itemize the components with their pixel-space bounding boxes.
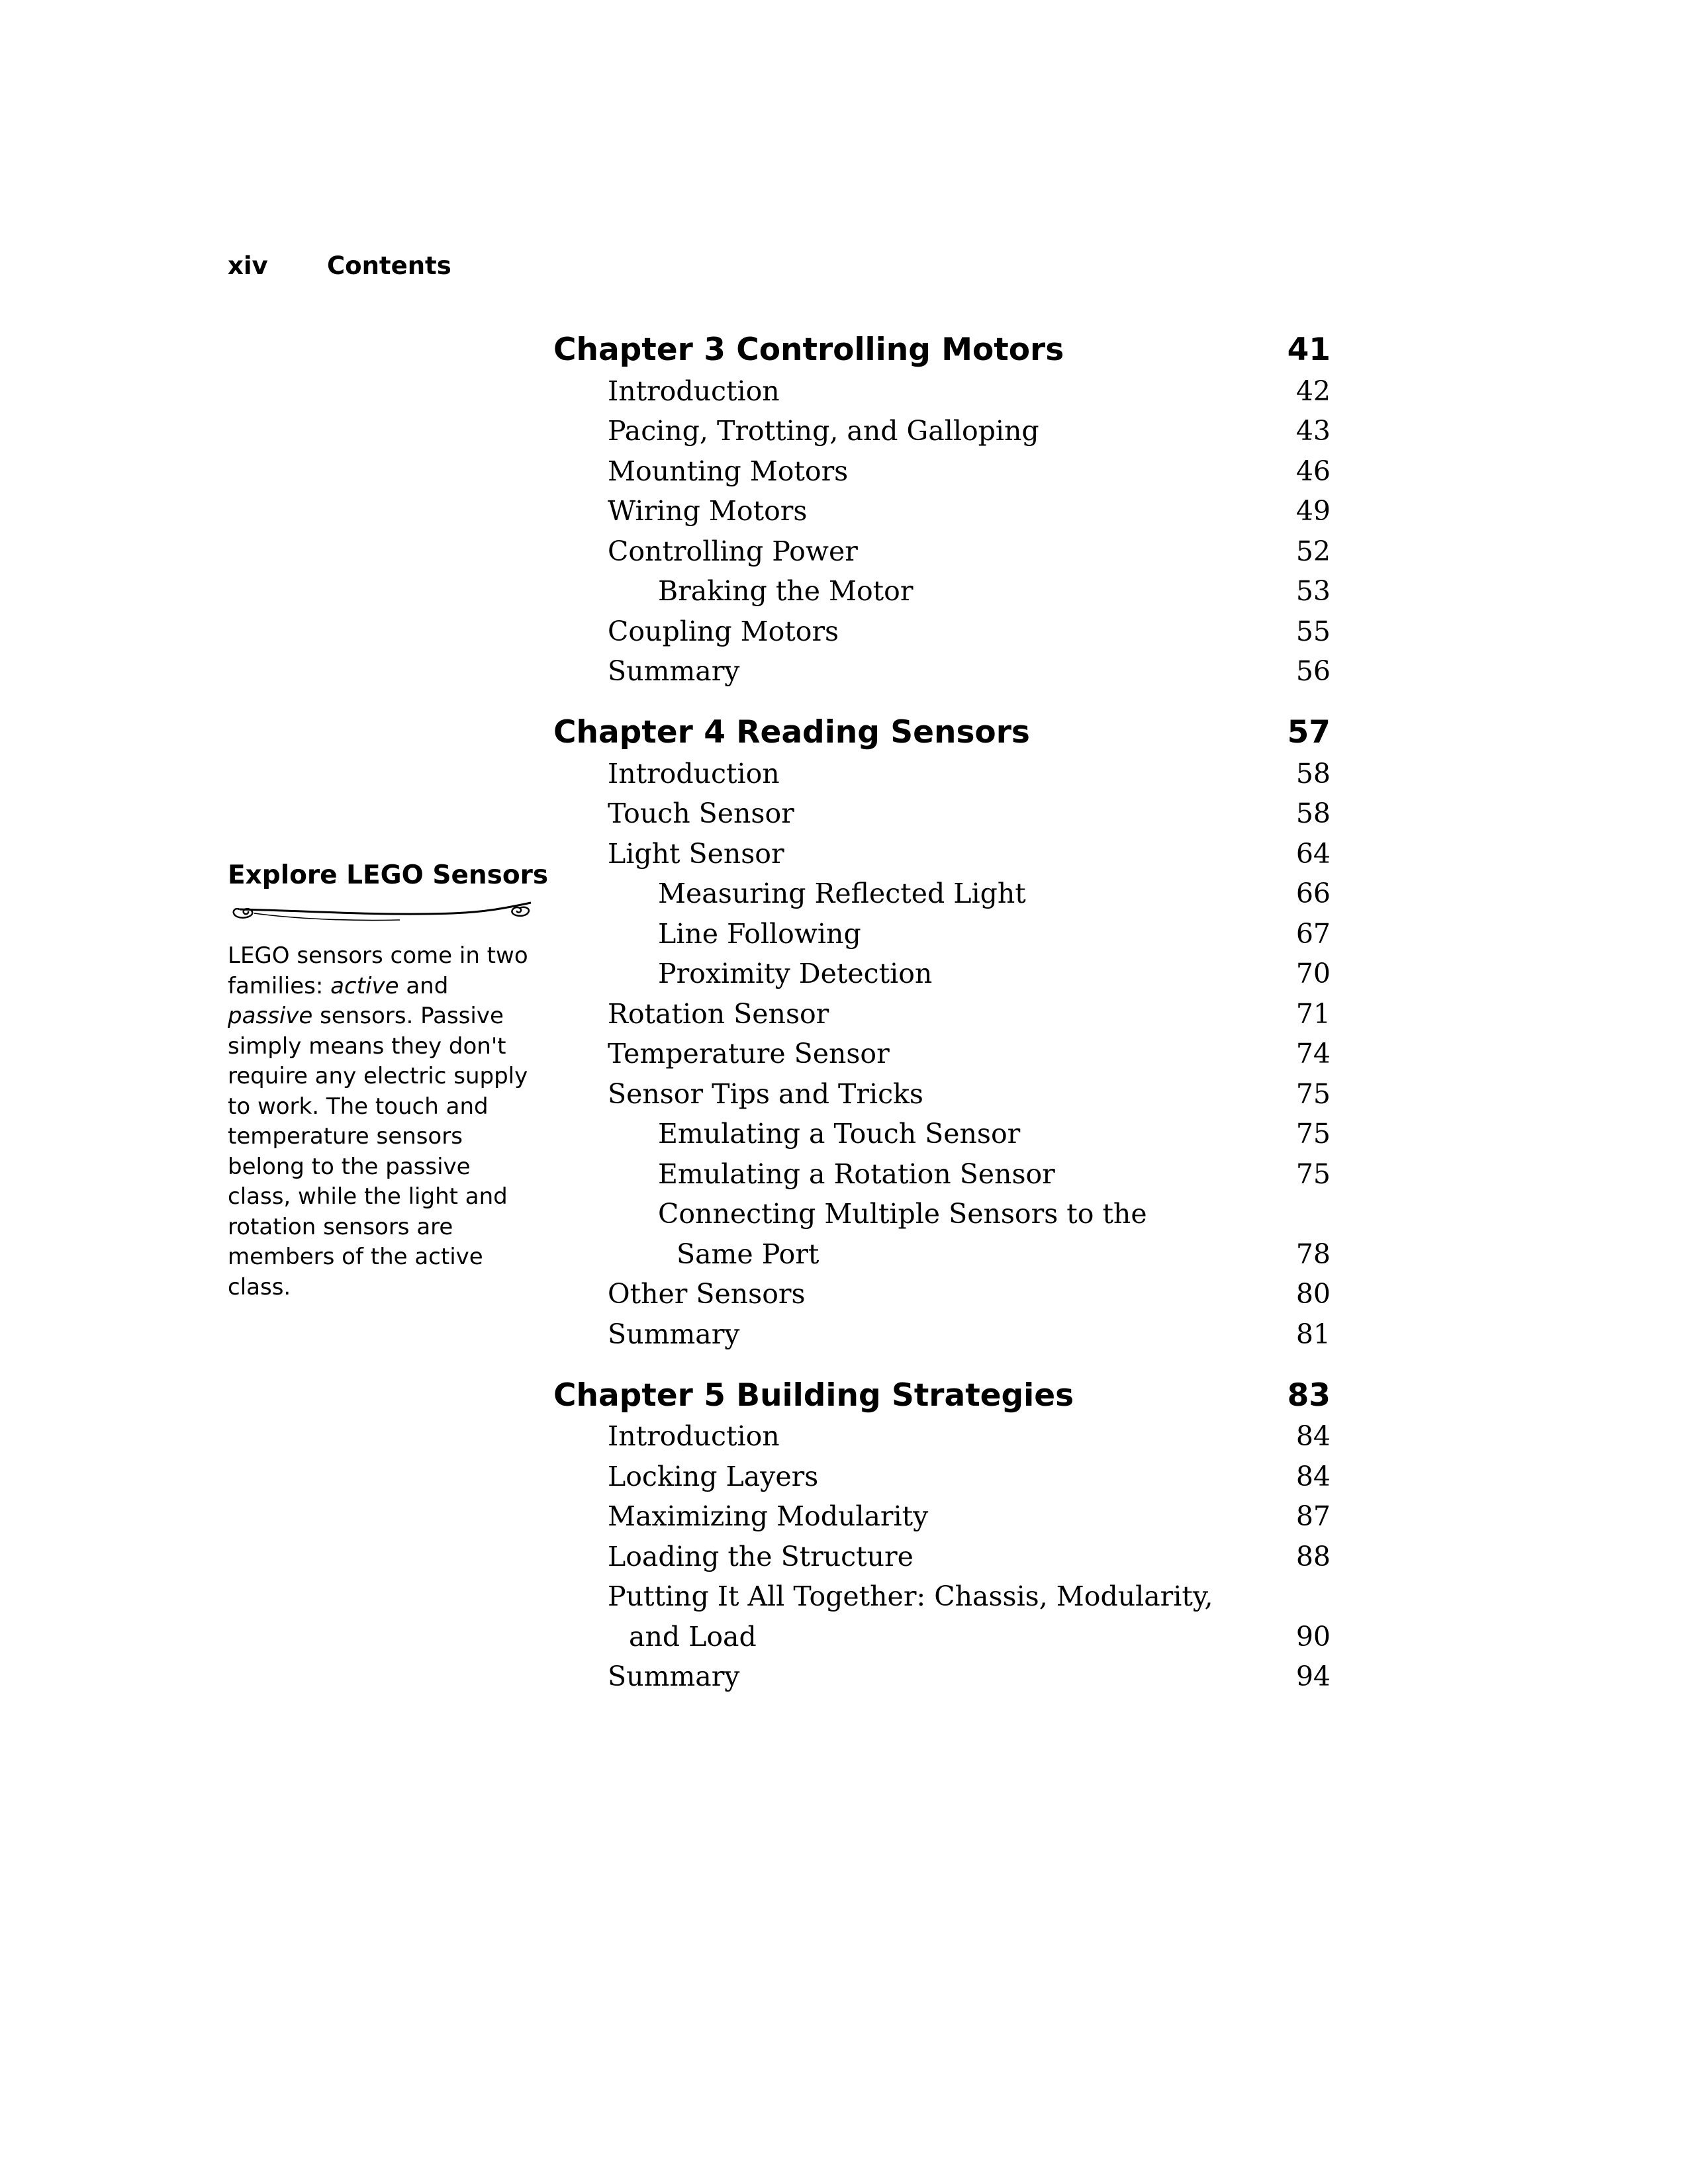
- sidebar-body-line: simply means they don't: [228, 1032, 506, 1060]
- toc-entry-page-number: 90: [1295, 1620, 1331, 1653]
- sidebar-body-line: class.: [228, 1273, 291, 1300]
- sidebar-body: [228, 941, 539, 1302]
- chapter-page-number: 83: [1287, 1377, 1331, 1414]
- sidebar-body-line: passive sensors. Passive: [228, 1003, 504, 1029]
- toc-entry-title: Introduction: [608, 757, 780, 790]
- toc-entry-title: Summary: [608, 1318, 740, 1350]
- chapter-title: Chapter 4 Reading Sensors: [553, 714, 1030, 751]
- toc-entry: [553, 1156, 1331, 1197]
- toc-entry-page-number: 87: [1295, 1500, 1331, 1532]
- toc-entry: [553, 654, 1331, 694]
- toc-entry-page-number: 43: [1295, 415, 1331, 447]
- toc-entry-page-number: 75: [1295, 1118, 1331, 1150]
- toc-entry-page-number: 42: [1295, 375, 1331, 407]
- toc-entry: [553, 1316, 1331, 1357]
- toc-entry: [553, 453, 1331, 494]
- toc-entry-title: Maximizing Modularity: [608, 1500, 929, 1532]
- toc-entry: [553, 916, 1331, 956]
- toc-entry: [553, 414, 1331, 454]
- toc-entry: [553, 1499, 1331, 1539]
- page-number: xiv: [228, 251, 268, 280]
- sidebar-note: [228, 859, 549, 1302]
- sidebar-body-line: rotation sensors are: [228, 1213, 453, 1240]
- sidebar-body-line: families: active and: [228, 972, 449, 999]
- toc-entry: [553, 533, 1331, 574]
- toc-entry: [553, 1659, 1331, 1700]
- sidebar-body-line: class, while the light and: [228, 1183, 508, 1210]
- toc-entry: [553, 956, 1331, 997]
- toc-entry-page-number: 80: [1295, 1278, 1331, 1310]
- swirl-divider-icon: [228, 897, 539, 928]
- toc-entry: [553, 796, 1331, 837]
- toc-entry-page-number: 94: [1295, 1661, 1331, 1692]
- toc-entry: [553, 876, 1331, 917]
- toc-entry-title: Light Sensor: [608, 837, 784, 870]
- toc-entry-page-number: 88: [1295, 1540, 1331, 1572]
- toc-entry-page-number: 52: [1295, 535, 1331, 567]
- toc-entry: [553, 1619, 1331, 1659]
- toc-entry: [553, 574, 1331, 614]
- toc-entry: [553, 1036, 1331, 1077]
- toc-entry: [553, 373, 1331, 414]
- toc-entry: [553, 836, 1331, 876]
- toc-entry-page-number: 49: [1295, 495, 1331, 527]
- toc-entry-page-number: 75: [1295, 1158, 1331, 1190]
- toc-entry: [553, 756, 1331, 796]
- running-head-section: Contents: [327, 251, 451, 280]
- toc-entry-title: Rotation Sensor: [608, 997, 829, 1030]
- toc-entry-title: Putting It All Together: Chassis, Modularity,: [608, 1580, 1213, 1612]
- toc-entry: [553, 1539, 1331, 1579]
- sidebar-body-line: members of the active: [228, 1244, 483, 1270]
- toc-entry-title: Introduction: [608, 375, 780, 407]
- toc-entry-title: Line Following: [658, 917, 861, 950]
- toc-entry: [553, 494, 1331, 534]
- toc-entry-title: Same Port: [677, 1238, 820, 1270]
- toc-entry: [553, 1277, 1331, 1317]
- toc-entry-title: Introduction: [608, 1420, 780, 1452]
- toc-entry-page-number: 71: [1295, 997, 1331, 1030]
- chapter-title: Chapter 5 Building Strategies: [553, 1377, 1074, 1414]
- toc-chapter-heading: [553, 712, 1331, 756]
- toc-entry-page-number: 84: [1295, 1420, 1331, 1452]
- toc-entry-page-number: 55: [1295, 615, 1331, 647]
- toc-entry-title: Braking the Motor: [658, 575, 914, 607]
- toc-entry-page-number: 70: [1295, 958, 1331, 989]
- toc-entry-title: Proximity Detection: [658, 958, 933, 989]
- toc-entry-title: Coupling Motors: [608, 615, 839, 647]
- toc-entry-title: Connecting Multiple Sensors to the: [658, 1198, 1147, 1230]
- toc-entry-title: Other Sensors: [608, 1278, 806, 1310]
- chapter-page-number: 57: [1287, 714, 1331, 751]
- toc-entry-title: Measuring Reflected Light: [658, 878, 1026, 909]
- sidebar-body-line: to work. The touch and: [228, 1093, 489, 1120]
- toc-entry: [553, 1459, 1331, 1499]
- sidebar-title: Explore LEGO Sensors: [228, 860, 549, 890]
- toc-entry: [553, 614, 1331, 654]
- toc-entry-page-number: 64: [1295, 837, 1331, 870]
- toc-entry-page-number: 66: [1295, 878, 1331, 909]
- toc-entry: [553, 1236, 1331, 1277]
- toc-entry-title: and Load: [629, 1620, 757, 1653]
- toc-entry-page-number: 58: [1295, 797, 1331, 829]
- toc-entry-title: Mounting Motors: [608, 455, 849, 487]
- toc-entry: [553, 1579, 1331, 1619]
- toc-entry-page-number: 67: [1295, 917, 1331, 950]
- toc-entry-title: Wiring Motors: [608, 495, 808, 527]
- toc-entry-page-number: 81: [1295, 1318, 1331, 1350]
- toc-entry: [553, 1197, 1331, 1237]
- toc-entry-title: Controlling Power: [608, 535, 858, 567]
- toc-entry: [553, 1116, 1331, 1157]
- toc-entry: [553, 1076, 1331, 1116]
- toc-entry: [553, 1419, 1331, 1459]
- toc-entry-page-number: 58: [1295, 757, 1331, 790]
- toc-entry-page-number: 78: [1295, 1238, 1331, 1270]
- sidebar-body-line: belong to the passive: [228, 1153, 471, 1180]
- sidebar-body-line: LEGO sensors come in two: [228, 942, 528, 969]
- toc-entry-page-number: 84: [1295, 1460, 1331, 1492]
- toc-entry-title: Sensor Tips and Tricks: [608, 1077, 923, 1110]
- toc-entry-title: Emulating a Rotation Sensor: [658, 1158, 1055, 1190]
- toc-entry-title: Emulating a Touch Sensor: [658, 1118, 1021, 1150]
- toc-entry-page-number: 53: [1295, 575, 1331, 607]
- toc-entry-page-number: 75: [1295, 1077, 1331, 1110]
- toc-entry-page-number: 46: [1295, 455, 1331, 487]
- toc-entry-page-number: 74: [1295, 1038, 1331, 1069]
- toc-entry-title: Pacing, Trotting, and Galloping: [608, 415, 1039, 447]
- toc-entry: [553, 996, 1331, 1036]
- toc-entry-title: Temperature Sensor: [608, 1038, 890, 1069]
- toc-entry-title: Summary: [608, 655, 740, 687]
- toc-entry-title: Summary: [608, 1661, 740, 1692]
- sidebar-body-line: require any electric supply: [228, 1063, 528, 1089]
- sidebar-body-line: temperature sensors: [228, 1123, 463, 1150]
- toc-chapter-heading: [553, 1375, 1331, 1419]
- toc-entry-title: Loading the Structure: [608, 1540, 914, 1572]
- chapter-title: Chapter 3 Controlling Motors: [553, 332, 1064, 368]
- toc-entry-page-number: 56: [1295, 655, 1331, 687]
- toc-entry-title: Locking Layers: [608, 1460, 819, 1492]
- chapter-page-number: 41: [1287, 332, 1331, 368]
- toc-entry-title: Touch Sensor: [608, 797, 794, 829]
- toc-chapter-heading: [553, 330, 1331, 373]
- table-of-contents: [553, 330, 1331, 1699]
